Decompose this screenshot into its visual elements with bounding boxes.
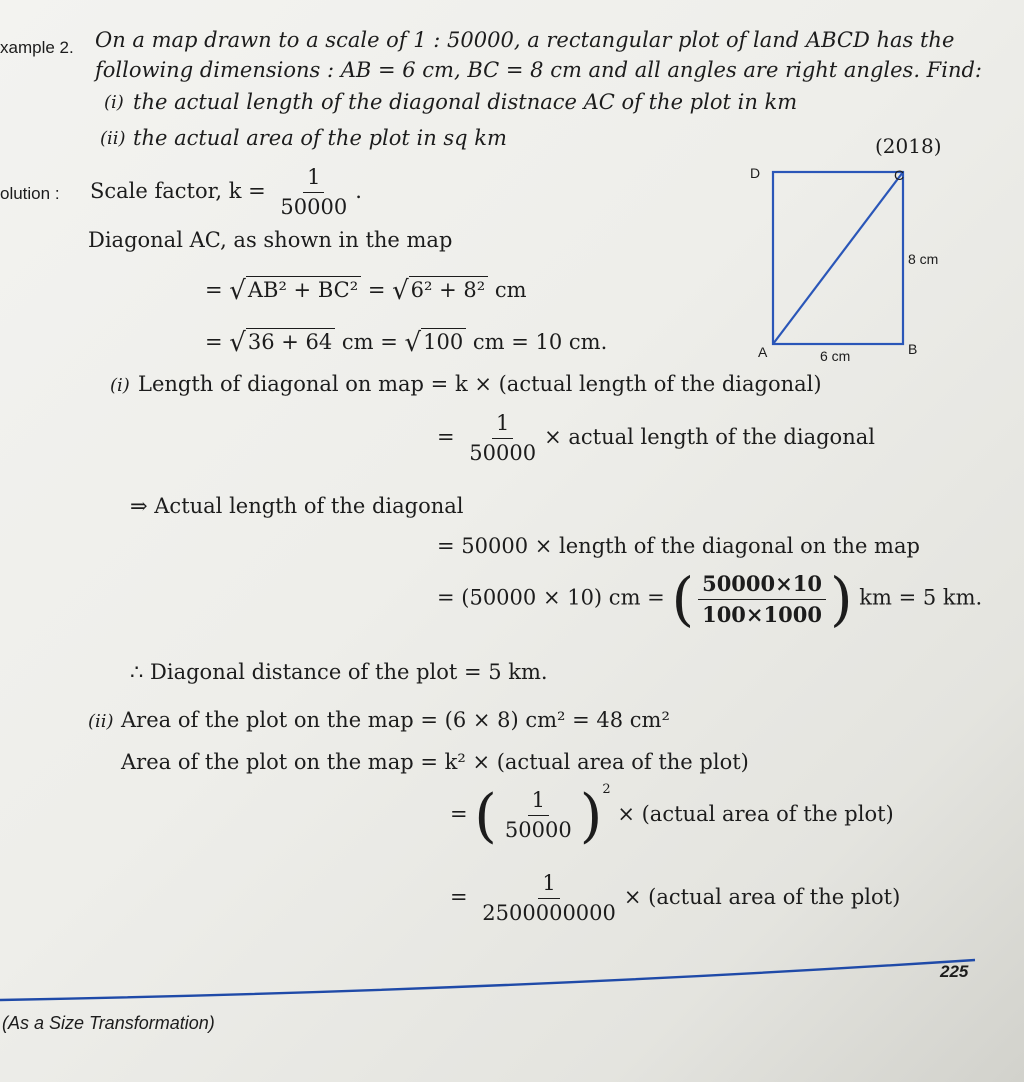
example-part-i-number: (i): [104, 92, 124, 113]
actual-length-equation-1: = 50000 × length of the diagonal on the map: [437, 534, 920, 558]
example-statement-line2: following dimensions : AB = 6 cm, BC = 8 cm and all angles are right angles. Find:: [95, 58, 983, 82]
example-part-ii-text: the actual area of the plot in sq km: [133, 126, 507, 150]
actual-length-equation-2: = (50000 × 10) cm = ( $\frac{50000\times 10}{100\times 1000}$ ) km = 5 km.: [437, 565, 983, 633]
side-ab-label: 6 cm: [820, 348, 851, 364]
example-label: xample 2.: [0, 38, 74, 57]
exam-year: (2018): [875, 134, 942, 158]
area-equation-squared: = ( $\frac{1}{50000}$ )$^2$ × (actual area of the plot): [450, 781, 894, 850]
example-part-ii-number: (ii): [100, 128, 126, 149]
scale-factor-text: Scale factor, k =: [90, 179, 266, 204]
diagonal-fraction-line: = $\frac{1}{50000}$ × actual length of the diagonal: [437, 411, 875, 466]
scale-fraction: $\frac{1}{50000}$: [280, 165, 348, 220]
diagonal-intro: Diagonal AC, as shown in the map: [88, 228, 453, 252]
solution-part-i-number: (i): [110, 375, 130, 396]
therefore-diagonal: ∴ Diagonal distance of the plot = 5 km.: [130, 660, 548, 684]
sqrt-36-64: 36 + 64: [246, 328, 335, 354]
diagonal-equation-2: = √36 + 64 cm = √100 cm = 10 cm.: [205, 328, 608, 358]
side-bc-label: 8 cm: [908, 251, 939, 267]
diagonal-ac: [773, 172, 903, 344]
rectangle-abcd-diagram: [748, 158, 948, 368]
solution-part-i-line: Length of diagonal on map = k × (actual length of the diagonal): [138, 372, 822, 396]
area-on-map-line: Area of the plot on the map = (6 × 8) cm² = 48 cm²: [121, 708, 670, 732]
example-part-i-text: the actual length of the diagonal distnace AC of the plot in km: [133, 90, 798, 114]
sqrt-ab-bc: AB² + BC²: [246, 276, 361, 302]
solution-label: olution :: [0, 184, 60, 203]
example-statement-line1: On a map drawn to a scale of 1 : 50000, a rectangular plot of land ABCD has the: [95, 28, 955, 52]
chapter-title: (As a Size Transformation): [2, 1013, 215, 1033]
implies-actual-length: ⇒ Actual length of the diagonal: [130, 494, 464, 518]
area-relation-line: Area of the plot on the map = k² × (actual area of the plot): [121, 750, 749, 774]
page-number: 225: [940, 962, 969, 981]
scale-factor-line: Scale factor, k = $\frac{1}{50000}$ .: [90, 165, 362, 220]
sqrt-100: 100: [421, 328, 466, 354]
vertex-a-label: A: [758, 344, 768, 360]
solution-part-ii-number: (ii): [88, 711, 114, 732]
vertex-d-label: D: [750, 165, 761, 181]
vertex-b-label: B: [908, 341, 918, 357]
vertex-c-label: C: [894, 167, 905, 183]
diagonal-equation-1: = √AB² + BC² = √6² + 8² cm: [205, 276, 527, 306]
sqrt-6-8: 6² + 8²: [409, 276, 489, 302]
area-equation-final: = $\frac{1}{2500000000}$ × (actual area of the plot): [450, 871, 901, 926]
footer-rule: [0, 955, 1024, 1005]
